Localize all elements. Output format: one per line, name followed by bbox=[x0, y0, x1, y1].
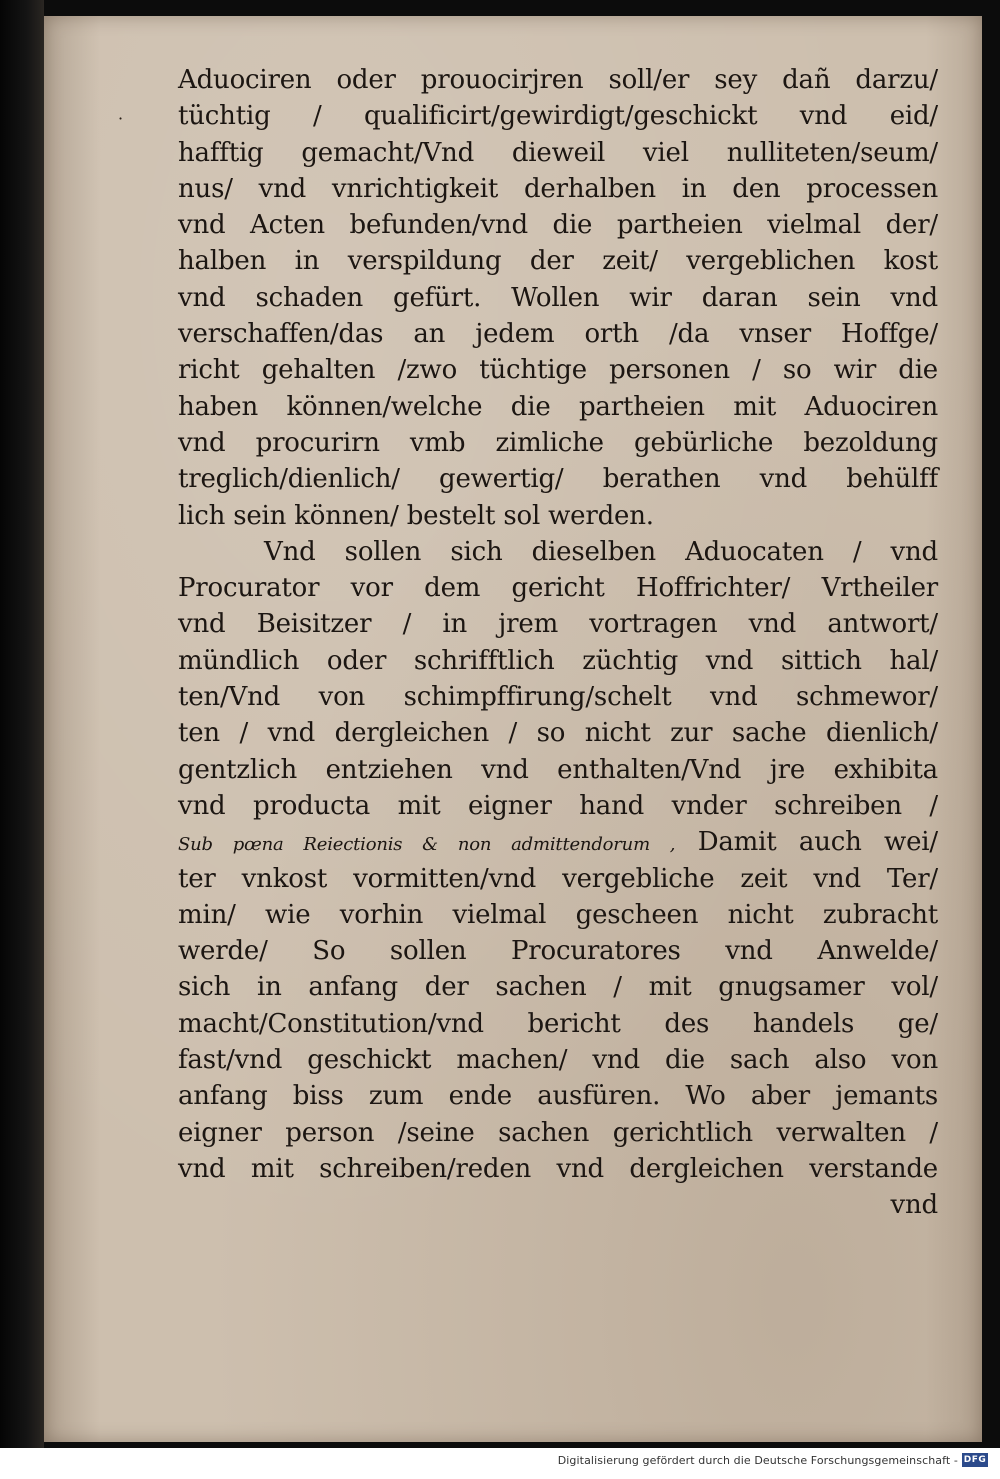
latin-phrase-line bbox=[178, 824, 938, 860]
text-line: min/ wie vorhin vielmal gescheen nicht zubracht bbox=[178, 899, 938, 930]
text-line: haben können/welche die partheien mit Aduociren bbox=[178, 391, 938, 422]
text-line: lich sein können/ bestelt sol werden. bbox=[178, 500, 654, 531]
text-line: hafftig gemacht/Vnd dieweil viel nulliteten/seum/ bbox=[178, 137, 938, 168]
text-line: verschaffen/das an jedem orth /da vnser Hoffge/ bbox=[178, 319, 938, 350]
text-line: eigner person /seine sachen gerichtlich verwalten / bbox=[178, 1117, 938, 1148]
text-line: werde/ So sollen Procuratores vnd Anwelde/ bbox=[178, 936, 938, 967]
text-line: ten/Vnd von schimpffirung/schelt vnd schmewor/ bbox=[178, 682, 938, 713]
text-line: tüchtig / qualificirt/gewirdigt/geschickt vnd eid/ bbox=[178, 101, 938, 132]
text-line: Aduociren oder prouocirjren soll/er sey dañ darzu/ bbox=[178, 65, 938, 95]
text-line: vnd mit schreiben/reden vnd dergleichen verstande bbox=[178, 1153, 938, 1184]
text-line: sich in anfang der sachen / mit gnugsamer vol/ bbox=[178, 972, 938, 1003]
text-line: macht/Constitution/vnd bericht des handels ge/ bbox=[178, 1008, 938, 1039]
catchword: vnd bbox=[890, 1190, 938, 1221]
text-line: ten / vnd dergleichen / so nicht zur sache dienlich/ bbox=[178, 718, 938, 749]
text-segment: Damit auch wei/ bbox=[697, 827, 938, 858]
margin-mark: · bbox=[118, 109, 124, 128]
text-line: mündlich oder schrifftlich züchtig vnd sittich hal/ bbox=[178, 645, 938, 676]
text-line: richt gehalten /zwo tüchtige personen / so wir die bbox=[178, 355, 938, 386]
text-line: vnd Acten befunden/vnd die partheien vielmal der/ bbox=[178, 210, 938, 241]
text-line: ter vnkost vormitten/vnd vergebliche zeit vnd Ter/ bbox=[178, 863, 938, 894]
text-line: vnd Beisitzer / in jrem vortragen vnd antwort/ bbox=[178, 609, 938, 640]
latin-phrase: Sub pœna Reiectionis & non admittendorum , bbox=[178, 834, 676, 856]
text-line: vnd schaden gefürt. Wollen wir daran sein vnd bbox=[178, 282, 938, 313]
dfg-logo: DFG bbox=[963, 1455, 987, 1465]
text-line: anfang biss zum ende ausfüren. Wo aber jemants bbox=[178, 1081, 938, 1112]
text-line: Procurator vor dem gericht Hoffrichter/ Vrtheiler bbox=[178, 573, 938, 604]
text-line: fast/vnd geschickt machen/ vnd die sach also von bbox=[178, 1045, 938, 1076]
text-line: halben in verspildung der zeit/ vergeblichen kost bbox=[178, 246, 938, 277]
page-text bbox=[178, 62, 938, 1224]
text-line: vnd procurirn vmb zimliche gebürliche bezoldung bbox=[178, 427, 938, 458]
paragraph-first-line: Vnd sollen sich dieselben Aduocaten / vnd bbox=[264, 536, 938, 567]
text-line: vnd producta mit eigner hand vnder schreiben / bbox=[178, 790, 938, 821]
book-spine-shadow bbox=[0, 0, 44, 1448]
text-line: gentzlich entziehen vnd enthalten/Vnd jre exhibita bbox=[178, 754, 938, 785]
funding-credit: Digitalisierung gefördert durch die Deutsche Forschungsgemeinschaft - bbox=[557, 1454, 958, 1467]
text-line: nus/ vnd vnrichtigkeit derhalben in den processen bbox=[178, 173, 938, 204]
text-line: treglich/dienlich/ gewertig/ berathen vnd behülff bbox=[178, 464, 938, 495]
